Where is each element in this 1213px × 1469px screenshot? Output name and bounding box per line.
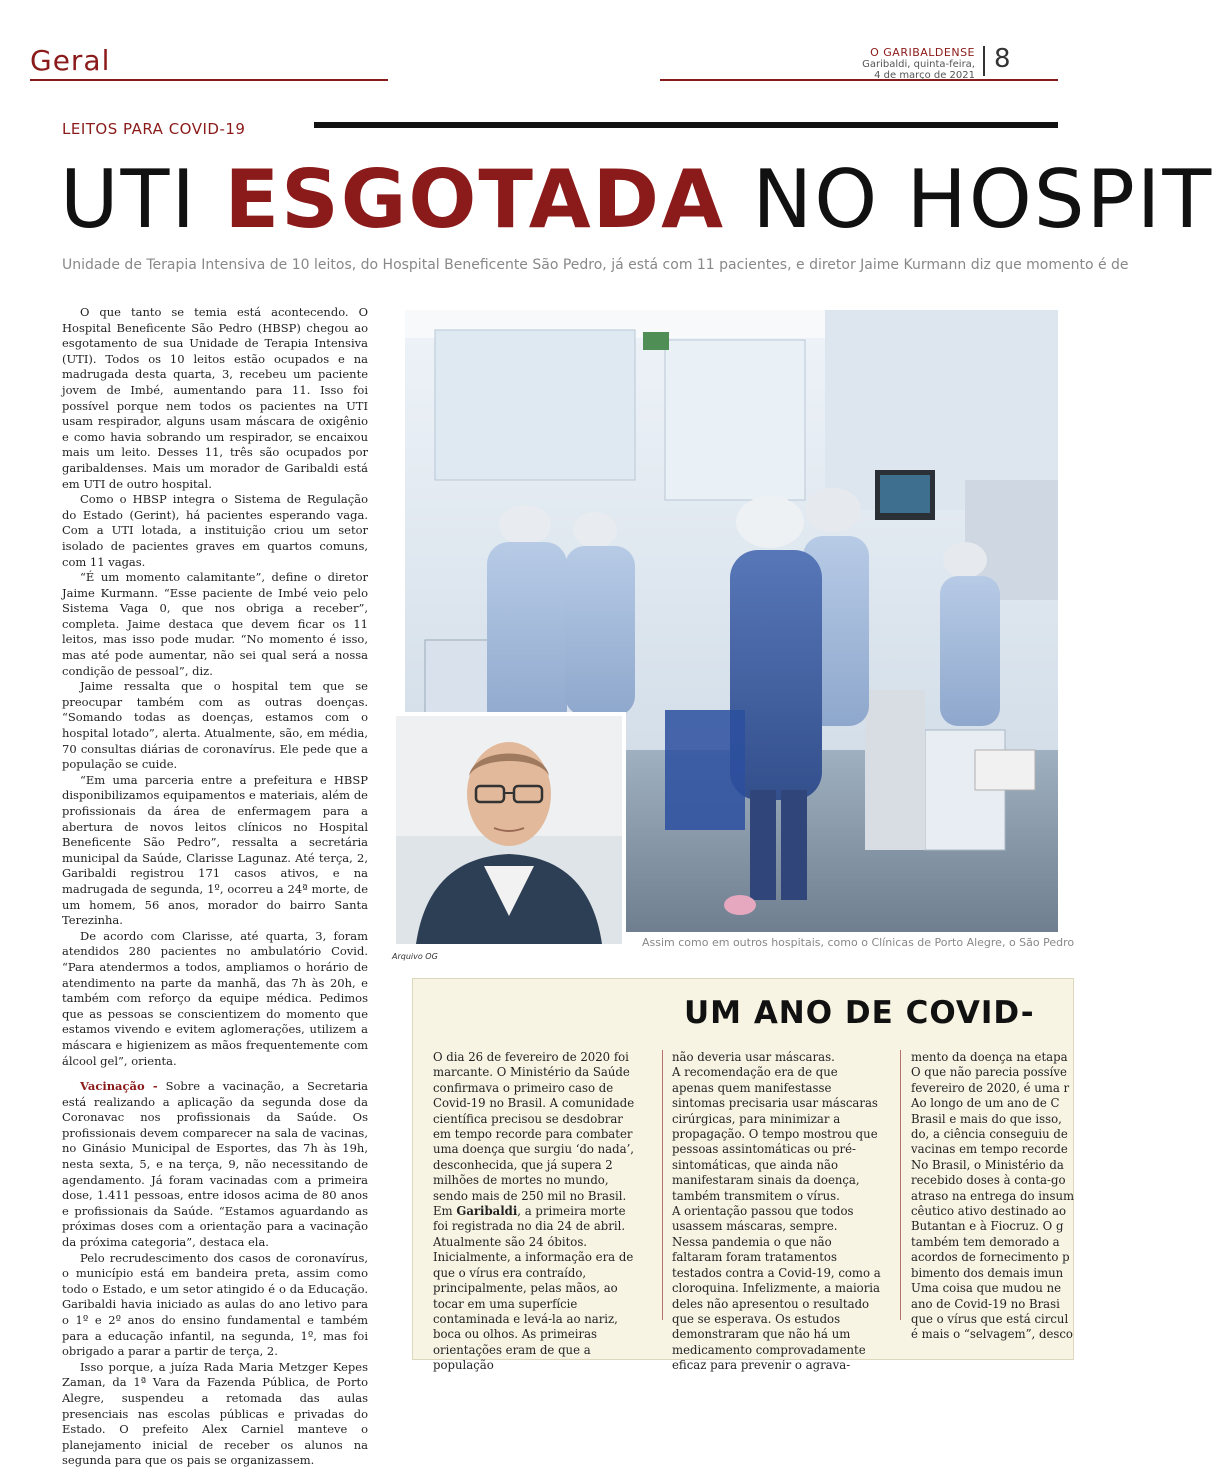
masthead — [780, 46, 975, 81]
box-line: Ao longo de um ano de C — [911, 1096, 1060, 1111]
box-line: atraso na entrega do insum — [911, 1188, 1075, 1203]
article-subhead: Unidade de Terapia Intensiva de 10 leitos, do Hospital Beneficente São Pedro, já está com 11 pacientes, e diretor Jaime Kurmann diz que momento é de — [62, 257, 1129, 273]
box-title: UM ANO DE COVID- — [684, 995, 1035, 1031]
article-headline — [60, 152, 1213, 248]
box-column-divider — [900, 1050, 901, 1320]
box-paragraph — [433, 1204, 643, 1250]
box-line: também tem demorado a — [911, 1234, 1060, 1249]
director-portrait-photo — [392, 712, 626, 948]
box-line: O que não parecia possíve — [911, 1065, 1067, 1080]
article-kicker: LEITOS PARA COVID-19 — [62, 120, 246, 138]
box-text: Em — [433, 1204, 457, 1219]
page-number: 8 — [994, 44, 1011, 74]
box-line: fevereiro de 2020, é uma r — [911, 1080, 1070, 1095]
box-line: ano de Covid-19 no Brasi — [911, 1296, 1060, 1311]
photo-caption: Assim como em outros hospitais, como o Clínicas de Porto Alegre, o São Pedro — [642, 936, 1075, 949]
body-paragraph: “É um momento calamitante”, define o diretor Jaime Kurmann. “Esse paciente de Imbé veio pelo Sistema Vaga 0, que nos obriga a receber”, completa. Jaime destaca que devem ficar os 11 leitos, mas isso pode mudar. “No momento é isso, mas até pode aumentar, não sei qual será a nossa condição de pessoal”, diz. — [62, 570, 368, 678]
vaccination-text: Sobre a vacinação, a Secretaria está realizando a aplicação da segunda dose da Coronavac nos profissionais da Saúde. Os profissionais devem comparecer na sala de vacinas, no Ginásio Municipal de Esportes, das 7h às 19h, nesta sexta, 5, e na terça, 9, não necessitando de agendamento. Já foram vacinadas com a primeira dose, 1.411 pessoas, entre idosos acima de 80 anos e profissionais da Saúde. “Estamos aguardando as próximas doses com a orientação para a vacinação da próxima categoria”, destaca ela. — [62, 1079, 368, 1250]
box-line: No Brasil, o Ministério da — [911, 1157, 1064, 1172]
box-line: vacinas em tempo recorde — [911, 1142, 1068, 1157]
dateline-line-2: 4 de março de 2021 — [874, 70, 975, 81]
dateline-line-1: Garibaldi, quinta-feira, — [862, 59, 975, 70]
box-paragraph: O dia 26 de fevereiro de 2020 foi marcante. O Ministério da Saúde confirmava o primeiro caso de Covid-19 no Brasil. A comunidade científica precisou se desdobrar em tempo recorde para combater uma doença que surgiu ‘do nada’, desconhecida, que já supera 2 milhões de mortes no mundo, sendo mais de 250 mil no Brasil. — [433, 1050, 635, 1203]
box-paragraph: A recomendação era de que apenas quem manifestasse sintomas precisaria usar máscaras cirúrgicas, para minimizar a propagação. O tempo mostrou que pessoas assintomáticas ou pré-sintomáticas, que ainda não manifestaram sinais da doença, também transmitem o vírus. — [672, 1065, 878, 1203]
body-paragraph: Pelo recrudescimento dos casos de coronavírus, o município está em bandeira preta, assim como todo o Estado, e um setor atingido é o da Educação. Garibaldi havia iniciado as aulas do ano letivo para o 1º e 2º anos do ensino fundamental e também para a educação infantil, na segunda, 1º, mas foi obrigado a parar a partir de terça, 2. — [62, 1250, 368, 1359]
photo-credit: Arquivo OG — [392, 952, 438, 961]
box-line: do, a ciência conseguiu de — [911, 1127, 1068, 1142]
body-paragraph: O que tanto se temia está acontecendo. O Hospital Beneficente São Pedro (HBSP) chegou ao esgotamento de sua Unidade de Terapia Intensiva (UTI). Todos os 10 leitos estão ocupados e na madrugada desta quarta, 3, recebeu um paciente jovem de Imbé, aumentando para 11. Isso foi possível porque nem todos os pacientes na UTI usam respirador, alguns usam máscara de oxigênio e como havia sobrando um respirador, se encaixou mais um leito. Desses 11, três são ocupados por garibaldenses. Mais um morador de Garibaldi está em UTI de outro hospital. — [62, 305, 368, 491]
box-line: Butantan e à Fiocruz. O g — [911, 1219, 1064, 1234]
box-column-divider — [662, 1050, 663, 1320]
vaccination-paragraph — [62, 1079, 368, 1251]
box-line: é mais o “selvagem”, desco — [911, 1327, 1073, 1342]
body-paragraph: “Em uma parceria entre a prefeitura e HBSP disponibilizamos equipamentos e materiais, além de profissionais da área de enfermagem para a abertura de novos leitos clínicos no Hospital Beneficente São Pedro”, ressalta a secretária municipal da Saúde, Clarisse Lagunaz. Até terça, 2, Garibaldi registrou 171 casos ativos, e na madrugada de segunda, 1º, ocorreu a 24ª morte, de um homem, 56 anos, morador do bairro Santa Terezinha. — [62, 772, 368, 928]
kicker-rule — [314, 122, 1058, 128]
box-line: Brasil e mais do que isso, — [911, 1111, 1062, 1126]
body-paragraph: Jaime ressalta que o hospital tem que se preocupar também com as outras doenças. “Somando todas as doenças, estamos com o hospital lotado”, alerta. Atualmente, são, em média, 70 consultas diárias de coronavírus. Ele pede que a população se cuide. — [62, 679, 368, 772]
box-paragraph: Inicialmente, a informação era de que o vírus era contraído, principalmente, pelas mãos, ao tocar em uma superfície contaminada e levá-la ao nariz, boca ou olhos. As primeiras orientações eram de que a população — [433, 1250, 634, 1373]
box-line: Uma coisa que mudou ne — [911, 1281, 1062, 1296]
section-rule — [30, 79, 388, 81]
box-paragraph: Nessa pandemia o que não faltaram foram tratamentos testados contra a Covid-19, como a cloroquina. Infelizmente, a maioria deles não apresentou o resultado que se esperava. Os estudos demonstraram que não há um medicamento comprovadamente eficaz para prevenir o agrava- — [672, 1234, 881, 1373]
box-paragraph: A orientação passou que todos usassem máscaras, sempre. — [672, 1204, 854, 1234]
page-number-separator — [983, 46, 985, 76]
headline-accent: ESGOTADA — [224, 153, 725, 246]
article-body — [62, 305, 368, 1469]
section-title: Geral — [30, 44, 111, 77]
box-line: mento da doença na etapa — [911, 1050, 1068, 1064]
body-paragraph: De acordo com Clarisse, até quarta, 3, foram atendidos 280 pacientes no ambulatório Covid. “Para atendermos a todos, ampliamos o horário de atendimento na parte da manhã, das 7h às 20h, e também com reforço da equipe médica. Pedimos que as pessoas se conscientizem do momento que estamos vivendo e evitem aglomerações, utilizem a máscara e higienizem as mãos frequentemente com álcool gel”, orienta. — [62, 928, 368, 1068]
box-paragraph: não deveria usar máscaras. — [672, 1050, 835, 1064]
box-line: bimento dos demais imun — [911, 1265, 1064, 1280]
box-column-1 — [433, 1050, 643, 1374]
box-highlight: Garibaldi — [456, 1204, 518, 1219]
body-paragraph: Isso porque, a juíza Rada Maria Metzger Kepes Zaman, da 1ª Vara da Fazenda Pública, de Porto Alegre, suspendeu a retomada das aulas presenciais nas escolas públicas e privadas do Estado. O prefeito Alex Carniel manteve o planejamento inicial de receber os alunos na segunda para que os pais se organizassem. — [62, 1359, 368, 1468]
headline-part-1: UTI — [60, 153, 225, 246]
body-paragraph: Como o HBSP integra o Sistema de Regulação do Estado (Gerint), há pacientes esperando vaga. Com a UTI lotada, a instituição criou um setor isolado de pacientes graves em quartos comuns, com 11 vagas. — [62, 492, 368, 569]
vaccination-label: Vacinação - — [80, 1079, 158, 1094]
box-line: recebido doses à conta-go — [911, 1173, 1066, 1188]
box-text: , a primeira morte foi registrada no dia 24 de abril. Atualmente são 24 óbitos. — [433, 1204, 626, 1249]
box-column-2 — [672, 1050, 882, 1374]
headline-part-2: NO HOSPIT — [724, 153, 1213, 246]
box-line: acordos de fornecimento p — [911, 1250, 1070, 1265]
box-line: que o vírus que está circul — [911, 1311, 1069, 1326]
publication-name: O GARIBALDENSE — [870, 46, 975, 59]
box-line: cêutico ativo destinado ao — [911, 1204, 1067, 1219]
box-column-3 — [911, 1050, 1075, 1343]
